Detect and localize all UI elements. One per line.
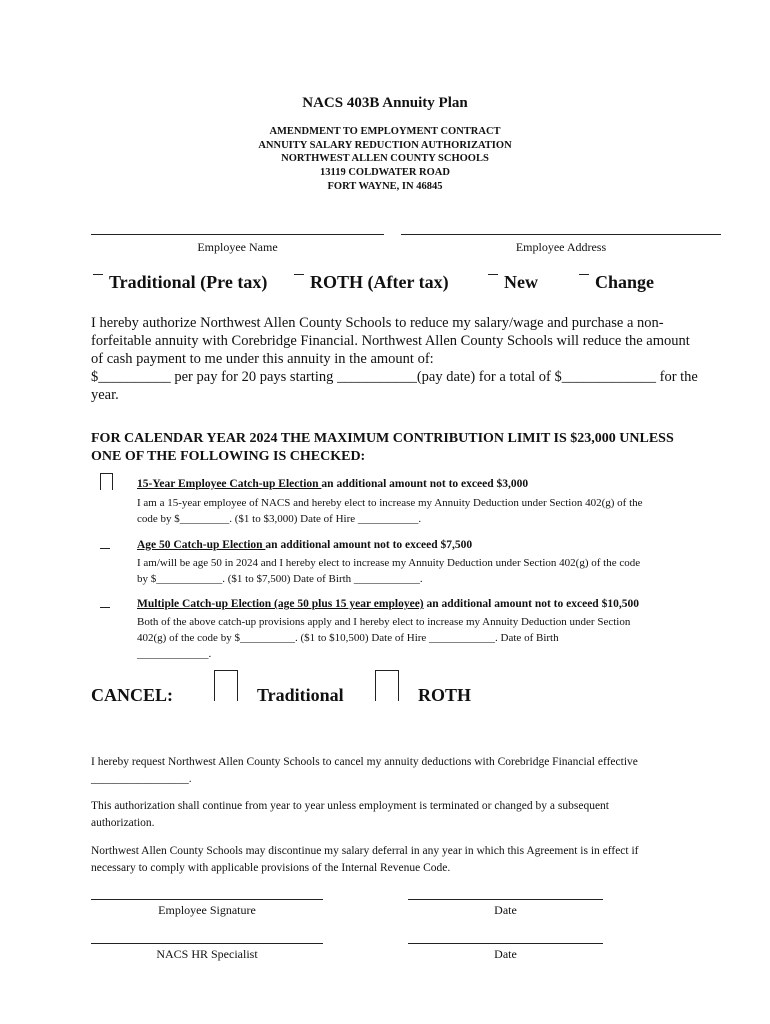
hr-date-field[interactable] — [408, 943, 603, 944]
election-age-50-limit: an additional amount not to exceed $7,500 — [265, 539, 473, 551]
amount-per-pay-field[interactable]: $__________ per pay for 20 pays starting — [91, 369, 338, 385]
election-15-year-body — [137, 495, 727, 527]
checkbox-roth[interactable] — [294, 274, 304, 275]
limit-line-1: FOR CALENDAR YEAR 2024 THE MAXIMUM CONTRIBUTION LIMIT IS $23,000 UNLESS — [91, 431, 674, 446]
election-multiple-limit: an additional amount not to exceed $10,500 — [423, 598, 639, 610]
election-age-50-title — [137, 539, 472, 551]
employee-name-field[interactable] — [91, 234, 384, 235]
header-line-2: ANNUITY SALARY REDUCTION AUTHORIZATION — [258, 140, 512, 151]
employee-date-label: Date — [494, 903, 517, 917]
hr-specialist-label: NACS HR Specialist — [156, 947, 258, 961]
authorization-line-3: of cash payment to me under this annuity in the amount of: — [91, 351, 434, 367]
employee-signature-label: Employee Signature — [158, 903, 256, 917]
option-traditional[interactable] — [93, 272, 267, 293]
option-new[interactable] — [488, 272, 538, 293]
discontinue-line-1: Northwest Allen County Schools may discontinue my salary deferral in any year in which this Agreement is in effect if — [91, 845, 639, 857]
checkbox-multiple-election[interactable] — [100, 607, 110, 608]
checkbox-cancel-roth[interactable] — [375, 670, 399, 701]
option-roth-label: ROTH (After tax) — [310, 272, 449, 292]
election-multiple-name: Multiple Catch-up Election (age 50 plus 15 year employee) — [137, 598, 424, 610]
election-multiple-title — [137, 598, 639, 610]
authorization-line-4 — [91, 368, 731, 386]
cancel-traditional-label: Traditional — [257, 685, 344, 705]
cancel-label: CANCEL: — [91, 685, 174, 705]
employee-address-label: Employee Address — [515, 240, 607, 254]
cancel-effective-date-field[interactable]: _________________. — [91, 773, 192, 785]
continue-statement — [91, 798, 711, 832]
election-15-year-body-1: I am a 15-year employee of NACS and hereby elect to increase my Annuity Deduction under Section 402(g) of the — [137, 497, 643, 509]
election-multiple-body-2[interactable]: 402(g) of the code by $__________. ($1 to $10,500) Date of Hire ____________. Date of Birth — [137, 632, 559, 644]
employee-name-label: Employee Name — [197, 240, 278, 254]
cancel-request-line-1: I hereby request Northwest Allen County Schools to cancel my annuity deductions with Corebridge Financial effective — [91, 756, 638, 768]
election-age-50-body — [137, 555, 727, 587]
option-change[interactable] — [579, 272, 654, 293]
option-change-label: Change — [595, 272, 655, 292]
cancel-roth-label: ROTH — [418, 685, 472, 705]
election-age-50-body-2[interactable]: by $____________. ($1 to $7,500) Date of Birth ____________. — [137, 573, 423, 585]
hr-date-label: Date — [494, 947, 517, 961]
checkbox-new[interactable] — [488, 274, 498, 275]
total-amount-field[interactable]: (pay date) for a total of $_____________ for the — [416, 369, 698, 385]
option-new-label: New — [504, 272, 538, 292]
header-line-1: AMENDMENT TO EMPLOYMENT CONTRACT — [269, 126, 501, 137]
checkbox-15-year-election[interactable] — [100, 473, 113, 490]
header-line-5: FORT WAYNE, IN 46845 — [327, 181, 443, 192]
option-roth[interactable] — [294, 272, 449, 293]
employee-address-field[interactable] — [401, 234, 721, 235]
election-15-year-limit: an additional amount not to exceed $3,000 — [321, 478, 529, 490]
continue-line-2: authorization. — [91, 817, 155, 829]
election-multiple-body-3[interactable]: _____________. — [137, 648, 212, 660]
option-traditional-label: Traditional (Pre tax) — [109, 272, 268, 292]
election-multiple-body-1: Both of the above catch-up provisions apply and I hereby elect to increase my Annuity Deduction under Section — [137, 616, 631, 628]
checkbox-cancel-traditional[interactable] — [214, 670, 238, 701]
authorization-paragraph — [91, 314, 731, 404]
checkbox-traditional[interactable] — [93, 274, 103, 275]
checkbox-change[interactable] — [579, 274, 589, 275]
limit-heading — [91, 430, 731, 466]
checkbox-age-50-election[interactable] — [100, 548, 110, 549]
discontinue-statement — [91, 843, 711, 877]
election-15-year-name: 15-Year Employee Catch-up Election — [137, 478, 322, 490]
header-line-3: NORTHWEST ALLEN COUNTY SCHOOLS — [281, 153, 489, 164]
discontinue-line-2: necessary to comply with applicable provisions of the Internal Revenue Code. — [91, 862, 451, 874]
employee-signature-field[interactable] — [91, 899, 323, 900]
election-15-year-title — [137, 478, 528, 490]
election-multiple-body — [137, 614, 727, 662]
election-age-50-body-1: I am/will be age 50 in 2024 and I hereby elect to increase my Annuity Deduction under Section 402(g) of the code — [137, 557, 641, 569]
form-title: NACS 403B Annuity Plan — [302, 95, 468, 111]
continue-line-1: This authorization shall continue from year to year unless employment is terminated or changed by a subsequent — [91, 800, 609, 812]
cancel-request-statement — [91, 754, 711, 788]
employee-date-field[interactable] — [408, 899, 603, 900]
header-line-4: 13119 COLDWATER ROAD — [320, 167, 450, 178]
election-15-year-body-2[interactable]: code by $_________. ($1 to $3,000) Date of Hire ___________. — [137, 513, 422, 525]
hr-signature-field[interactable] — [91, 943, 323, 944]
authorization-line-2: forfeitable annuity with Corebridge Financial. Northwest Allen County Schools will reduce the amount — [91, 333, 690, 349]
pay-date-field[interactable]: ___________ — [337, 369, 417, 385]
authorization-line-1: I hereby authorize Northwest Allen County Schools to reduce my salary/wage and purchase a non- — [91, 315, 664, 331]
limit-line-2: ONE OF THE FOLLOWING IS CHECKED: — [91, 449, 366, 464]
authorization-line-5: year. — [91, 387, 119, 403]
election-age-50-name: Age 50 Catch-up Election — [137, 539, 266, 551]
